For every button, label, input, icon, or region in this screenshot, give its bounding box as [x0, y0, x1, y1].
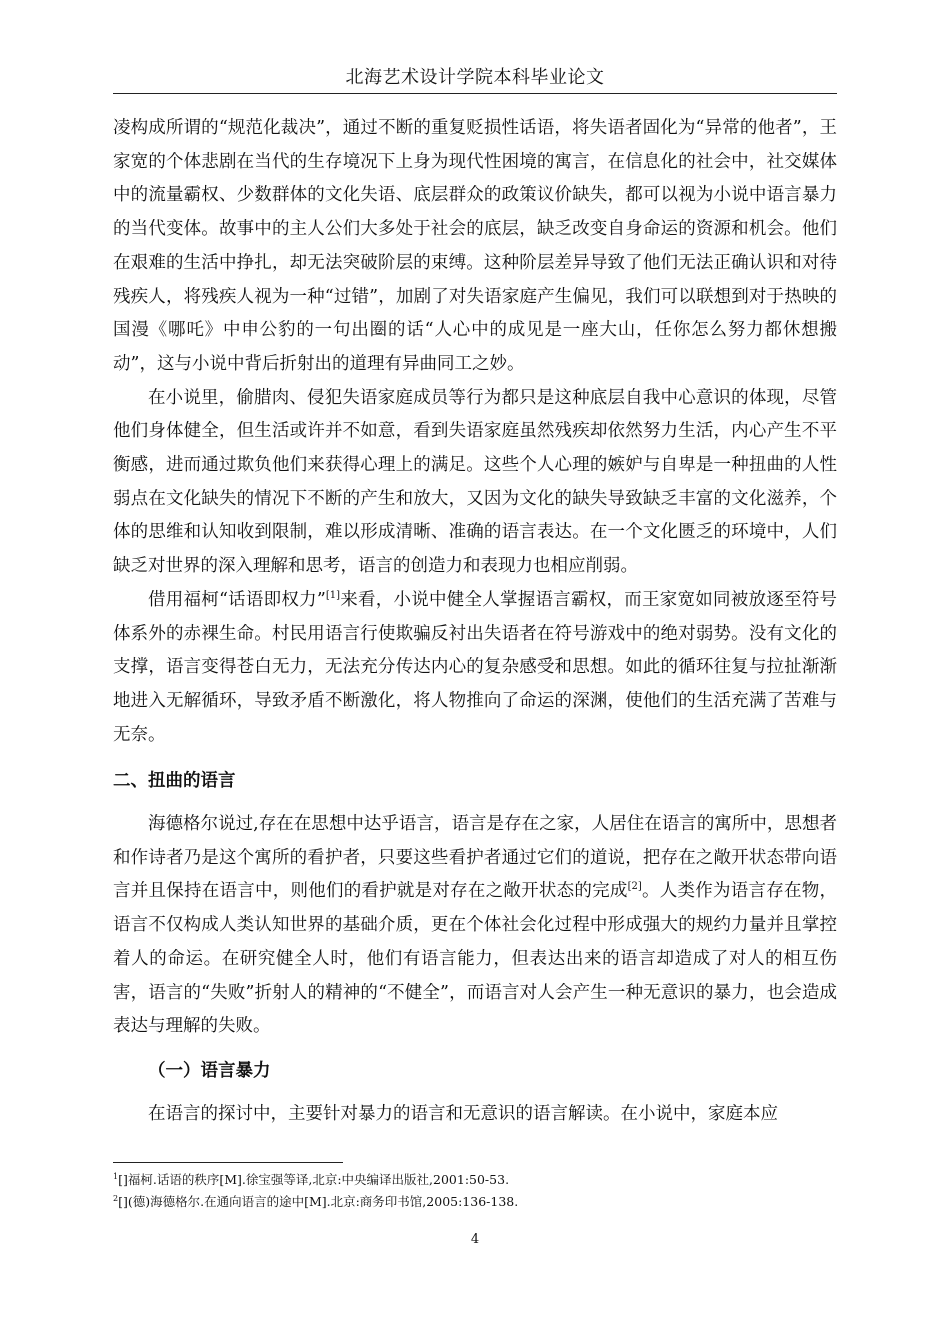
- subsection-heading: （一）语言暴力: [148, 1060, 271, 1081]
- paragraph-text: 海德格尔说过,存在在思想中达乎语言，语言是存在之家，人居住在语言的寓所中，思想者和作诗者乃是这个寓所的看护者，只要这些看护者通过它们的道说，把存在之敞开状态带向语言并且保持在语言中，则他们的看护就是对存在之敞开状态的完成: [113, 814, 837, 902]
- body-paragraph-2: 在小说里，偷腊肉、侵犯失语家庭成员等行为都只是这种底层自我中心意识的体现，尽管他们身体健全，但生活或许并不如意，看到失语家庭虽然残疾却依然努力生活，内心产生不平衡感，进而通过欺负他们来获得心理上的满足。这些个人心理的嫉妒与自卑是一种扭曲的人性弱点在文化缺失的情况下不断的产生和放大，又因为文化的缺失导致缺乏丰富的文化滋养，个体的思维和认知收到限制，难以形成清晰、准确的语言表达。在一个文化匮乏的环境中，人们缺乏对世界的深入理解和思考，语言的创造力和表现力也相应削弱。: [113, 387, 837, 577]
- footnote-1: [113, 1169, 837, 1191]
- paragraph-text: 借用福柯“话语即权力”: [148, 589, 326, 610]
- footnote-text: [](德)海德格尔.在通向语言的途中[M].北京:商务印书馆,2005:136-138.: [118, 1194, 519, 1209]
- footnote-mark: 1: [113, 1171, 119, 1181]
- main-content: [113, 112, 837, 1131]
- page-number: 4: [470, 1232, 480, 1247]
- paragraph-text: 。人类作为语言存在物，语言不仅构成人类认知世界的基础介质，更在个体社会化过程中形成强大的规约力量并且掌控着人的命运。在研究健全人时，他们有语言能力，但表达出来的语言却造成了对人的相互伤害，语言的“失败”折射人的精神的“不健全”，而语言对人会产生一种无意识的暴力，也会造成表达与理解的失败。: [113, 881, 837, 1037]
- header-divider: [113, 93, 837, 94]
- footnote-mark: 2: [113, 1193, 119, 1203]
- paragraph-text: 来看，小说中健全人掌握语言霸权，而王家宽如同被放逐至符号体系外的赤裸生命。村民用语言行使欺骗反衬出失语者在符号游戏中的绝对弱势。没有文化的支撑，语言变得苍白无力，无法充分传达内心的复杂感受和思想。如此的循环往复与拉扯渐渐地进入无解循环，导致矛盾不断激化，将人物推向了命运的深渊，使他们的生活充满了苦难与无奈。: [113, 589, 837, 745]
- page-header: 北海艺术设计学院本科毕业论文: [345, 67, 605, 88]
- footnote-text: []福柯.话语的秩序[M].徐宝强等译,北京:中央编译出版社,2001:50-53.: [118, 1172, 510, 1187]
- body-paragraph-3: [113, 584, 837, 753]
- section-heading: 二、扭曲的语言: [113, 771, 236, 792]
- body-paragraph-1: 凌构成所谓的“规范化裁决”，通过不断的重复贬损性话语，将失语者固化为“异常的他者”，王家宽的个体悲剧在当代的生存境况下上身为现代性困境的寓言，在信息化的社会中，社交媒体中的流量霸权、少数群体的文化失语、底层群众的政策议价缺失，都可以视为小说中语言暴力的当代变体。故事中的主人公们大多处于社会的底层，缺乏改变自身命运的资源和机会。他们在艰难的生活中挣扎，却无法突破阶层的束缚。这种阶层差异导致了他们无法正确认识和对待残疾人，将残疾人视为一种“过错”，加剧了对失语家庭产生偏见，我们可以联想到对于热映的国漫《哪吒》中申公豹的一句出圈的话“人心中的成见是一座大山，任你怎么努力都休想搬动”，这与小说中背后折射出的道理有异曲同工之妙。: [113, 118, 837, 374]
- body-paragraph-4: [113, 808, 837, 1044]
- footnote-divider: [113, 1162, 343, 1163]
- citation-ref-1: [1]: [325, 590, 341, 602]
- footnotes: [113, 1169, 837, 1213]
- footnote-2: [113, 1191, 837, 1213]
- body-paragraph-5: 在语言的探讨中，主要针对暴力的语言和无意识的语言解读。在小说中，家庭本应: [148, 1103, 778, 1124]
- citation-ref-2: [2]: [627, 881, 642, 893]
